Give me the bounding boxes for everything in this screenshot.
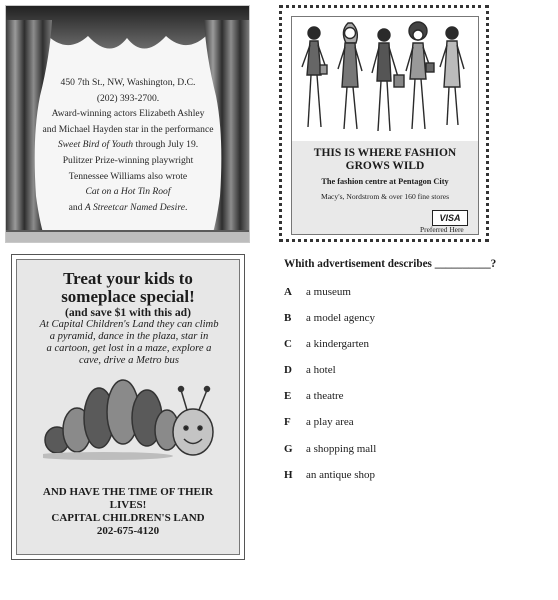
answer-option[interactable] [284, 416, 354, 428]
question-prompt [284, 258, 496, 270]
card-caption: Preferred Here [420, 225, 464, 234]
theatre-play3-line [32, 200, 224, 216]
theatre-performance-line: and Michael Hayden star in the performance [42, 123, 214, 135]
kids-venue-name: CAPITAL CHILDREN'S LAND [51, 512, 205, 524]
kids-headline-2: someplace special! [61, 287, 195, 306]
theatre-play1-line [32, 137, 224, 153]
play-title: Cat on a Hot Tin Roof [85, 186, 171, 198]
play-suffix: . [184, 201, 188, 213]
answer-option[interactable] [284, 469, 375, 481]
theatre-williams-line: Tennessee Williams also wrote [68, 170, 188, 182]
kids-offer: (and save $1 with this ad) [65, 306, 191, 319]
option-text: a museum [306, 286, 351, 298]
visa-card-icon: VISA [432, 210, 468, 226]
fashion-stores: Macy's, Nordstrom & over 160 fine stores [320, 192, 450, 201]
theatre-pulitzer-line: Pulitzer Prize-winning playwright [62, 154, 194, 166]
option-letter: D [284, 364, 292, 376]
option-text: a play area [306, 416, 354, 428]
answer-option[interactable] [284, 338, 369, 350]
play-title: Sweet Bird of Youth [57, 139, 134, 151]
kids-ad [11, 254, 245, 560]
theatre-actors-line: Award-winning actors Elizabeth Ashley [51, 108, 205, 120]
option-letter: B [284, 312, 292, 324]
theatre-ad [5, 5, 250, 243]
kids-description-line: cave, drive a Metro bus [79, 355, 179, 366]
option-letter: C [284, 338, 292, 350]
option-text: a model agency [306, 312, 376, 324]
option-letter: F [284, 416, 291, 428]
kids-headline-1: Treat your kids to [63, 269, 193, 288]
caterpillar-illustration [43, 376, 219, 464]
play-dates: through July 19. [133, 139, 199, 151]
answer-option[interactable] [284, 312, 375, 324]
option-text: an antique shop [306, 469, 376, 481]
play-title: A Streetcar Named Desire [84, 201, 185, 213]
option-text: a kindergarten [306, 338, 370, 350]
fashion-subline: The fashion centre at Pentagon City [321, 177, 449, 186]
kids-description-line: a cartoon, get lost in a maze, explore a [46, 343, 212, 354]
kids-description-line: a pyramid, dance in the plaza, star in [49, 331, 209, 342]
option-letter: H [284, 469, 293, 481]
answer-option[interactable] [284, 286, 351, 298]
question-text: Whith advertisement describes [284, 258, 432, 270]
fashion-headline-2: GROWS WILD [345, 160, 425, 172]
theatre-ad-text [32, 75, 224, 215]
kids-slogan-1: AND HAVE THE TIME OF THEIR [42, 486, 214, 498]
kids-slogan-2: LIVES! [109, 499, 147, 511]
option-letter: E [284, 390, 292, 402]
fashion-ad-panel [291, 16, 479, 235]
answer-option[interactable] [284, 364, 336, 376]
theatre-address: 450 7th St., NW, Washington, D.C. [60, 77, 196, 88]
option-text: a hotel [306, 364, 336, 376]
answer-option[interactable] [284, 390, 344, 402]
option-text: a theatre [306, 390, 344, 402]
kids-ad-panel [16, 259, 240, 555]
play-prefix: and [68, 201, 85, 213]
option-letter: A [284, 286, 292, 298]
fashion-headline-1: THIS IS WHERE FASHION [313, 147, 457, 159]
fashion-ad [279, 5, 489, 242]
option-text: a shopping mall [306, 443, 377, 455]
answer-option[interactable] [284, 443, 376, 455]
option-letter: G [284, 443, 293, 455]
fashion-models-illustration [292, 17, 478, 141]
kids-phone: 202-675-4120 [96, 525, 160, 537]
kids-description-line: At Capital Children's Land they can climb [39, 319, 219, 330]
theatre-phone: (202) 393-2700. [96, 92, 160, 104]
answer-blank: __________? [434, 258, 497, 270]
